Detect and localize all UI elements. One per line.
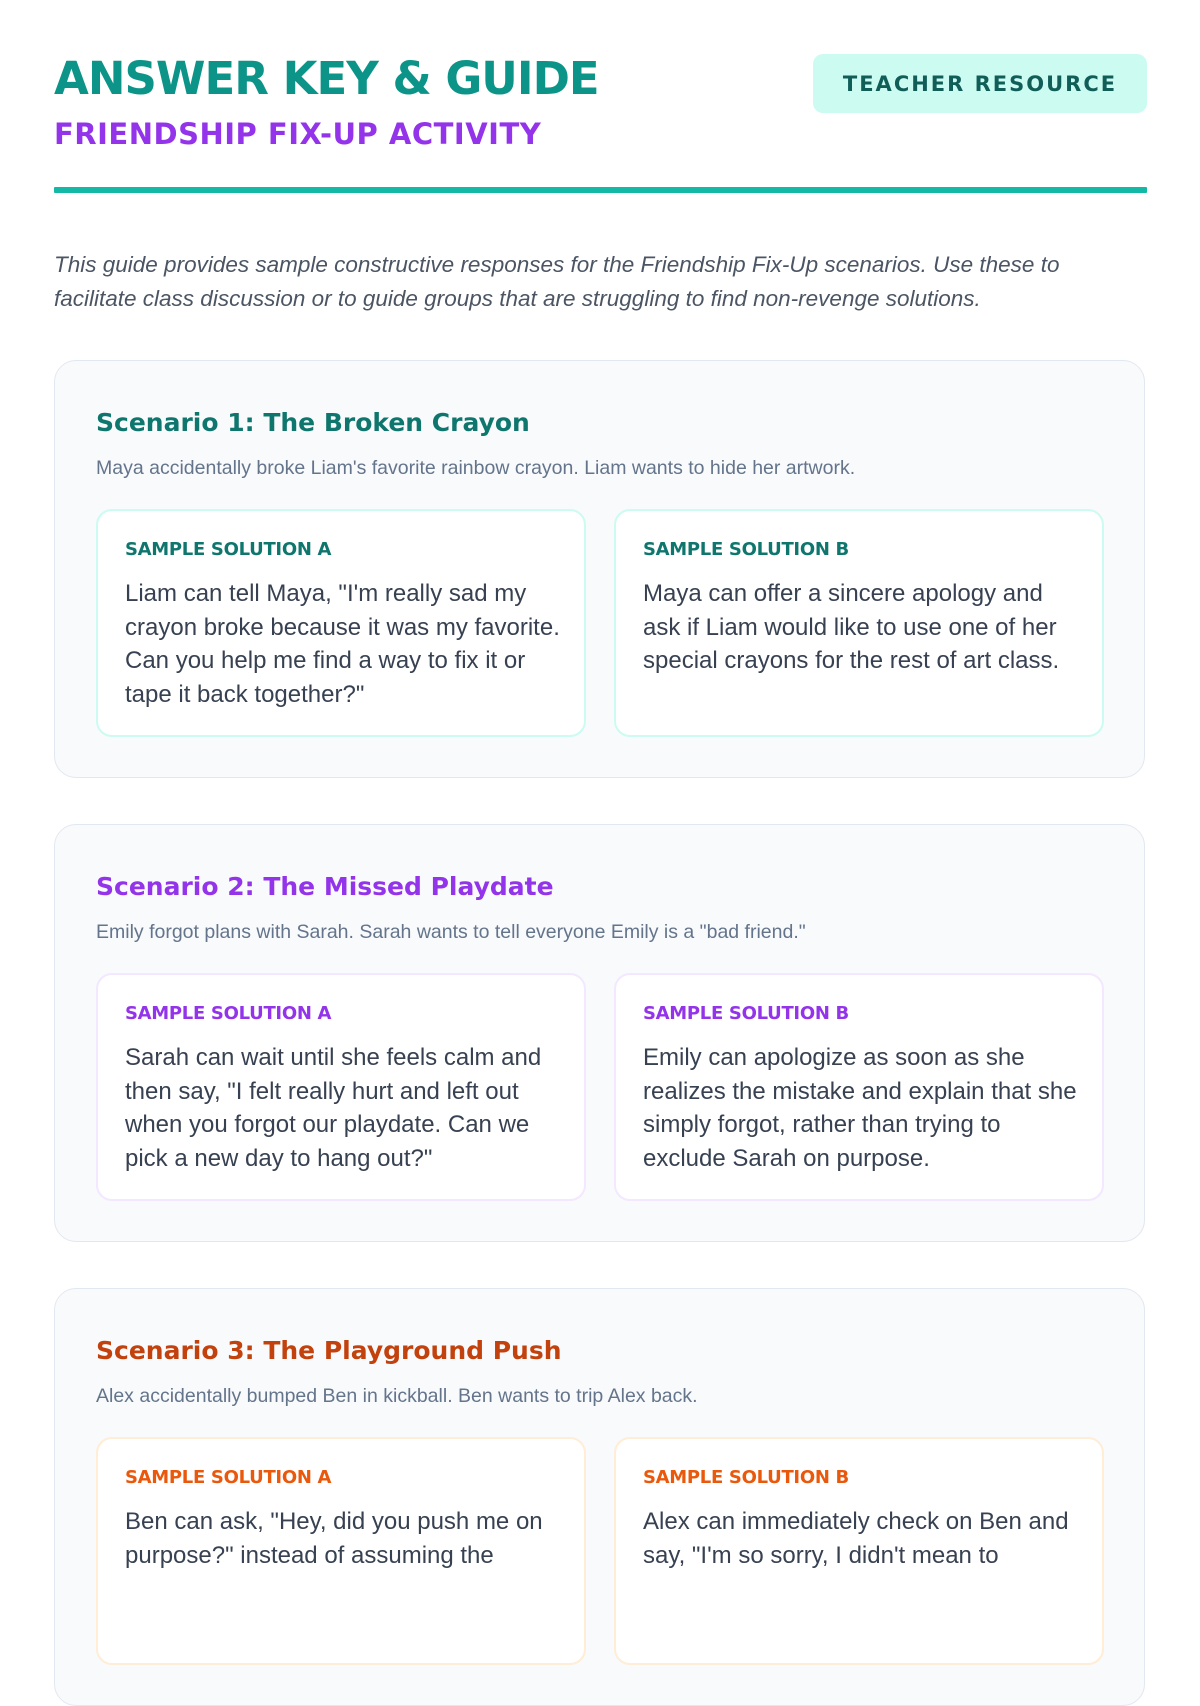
solution-card-a xyxy=(96,509,586,737)
answer-key-page xyxy=(54,0,1147,1569)
solution-card-b xyxy=(614,509,1104,737)
solution-card-a xyxy=(96,973,586,1201)
solution-label: SAMPLE SOLUTION A xyxy=(125,539,332,560)
scenario-card-2 xyxy=(54,824,1145,1242)
solution-text: Liam can tell Maya, "I'm really sad my crayon broke because it was my favorite. Can you help me find a way to fix it or tape it back together?" xyxy=(125,580,560,708)
scenario-card-3 xyxy=(54,1288,1145,1706)
scenario-title: Scenario 3: The Playground Push xyxy=(96,1336,562,1365)
solution-label: SAMPLE SOLUTION B xyxy=(643,1467,849,1488)
solution-label: SAMPLE SOLUTION B xyxy=(643,1003,849,1024)
page-title: ANSWER KEY & GUIDE xyxy=(54,52,599,105)
solution-text: Maya can offer a sincere apology and ask if Liam would like to use one of her special crayons for the rest of art class. xyxy=(643,580,1060,674)
solution-label: SAMPLE SOLUTION B xyxy=(643,539,849,560)
solution-card-a xyxy=(96,1437,586,1665)
scenario-card-1 xyxy=(54,360,1145,778)
scenario-description: Emily forgot plans with Sarah. Sarah wants to tell everyone Emily is a "bad friend." xyxy=(96,921,806,943)
solution-label: SAMPLE SOLUTION A xyxy=(125,1003,332,1024)
scenario-title: Scenario 1: The Broken Crayon xyxy=(96,408,530,437)
scenario-description: Maya accidentally broke Liam's favorite rainbow crayon. Liam wants to hide her artwork. xyxy=(96,457,856,479)
solution-label: SAMPLE SOLUTION A xyxy=(125,1467,332,1488)
solution-text: Alex can immediately check on Ben and say, "I'm so sorry, I didn't mean to xyxy=(643,1508,1069,1569)
teacher-resource-badge: TEACHER RESOURCE xyxy=(813,54,1147,113)
solution-card-b xyxy=(614,973,1104,1201)
page-subtitle: FRIENDSHIP FIX-UP ACTIVITY xyxy=(54,117,542,151)
solution-text: Emily can apologize as soon as she realizes the mistake and explain that she simply forgot, rather than trying to exclude Sarah on purpose. xyxy=(643,1044,1077,1172)
scenario-title: Scenario 2: The Missed Playdate xyxy=(96,872,554,901)
solution-text: Sarah can wait until she feels calm and then say, "I felt really hurt and left out when you forgot our playdate. Can we pick a new day to hang out?" xyxy=(125,1044,542,1172)
intro-paragraph: This guide provides sample constructive responses for the Friendship Fix-Up scenarios. Use these to facilitate class discussion or to guide groups that are struggling to find non-revenge solutions. xyxy=(54,252,1060,311)
solution-text: Ben can ask, "Hey, did you push me on purpose?" instead of assuming the xyxy=(125,1508,543,1569)
header-divider xyxy=(54,187,1147,193)
page-header xyxy=(54,0,1147,193)
solution-card-b xyxy=(614,1437,1104,1665)
scenario-description: Alex accidentally bumped Ben in kickball. Ben wants to trip Alex back. xyxy=(96,1385,698,1407)
